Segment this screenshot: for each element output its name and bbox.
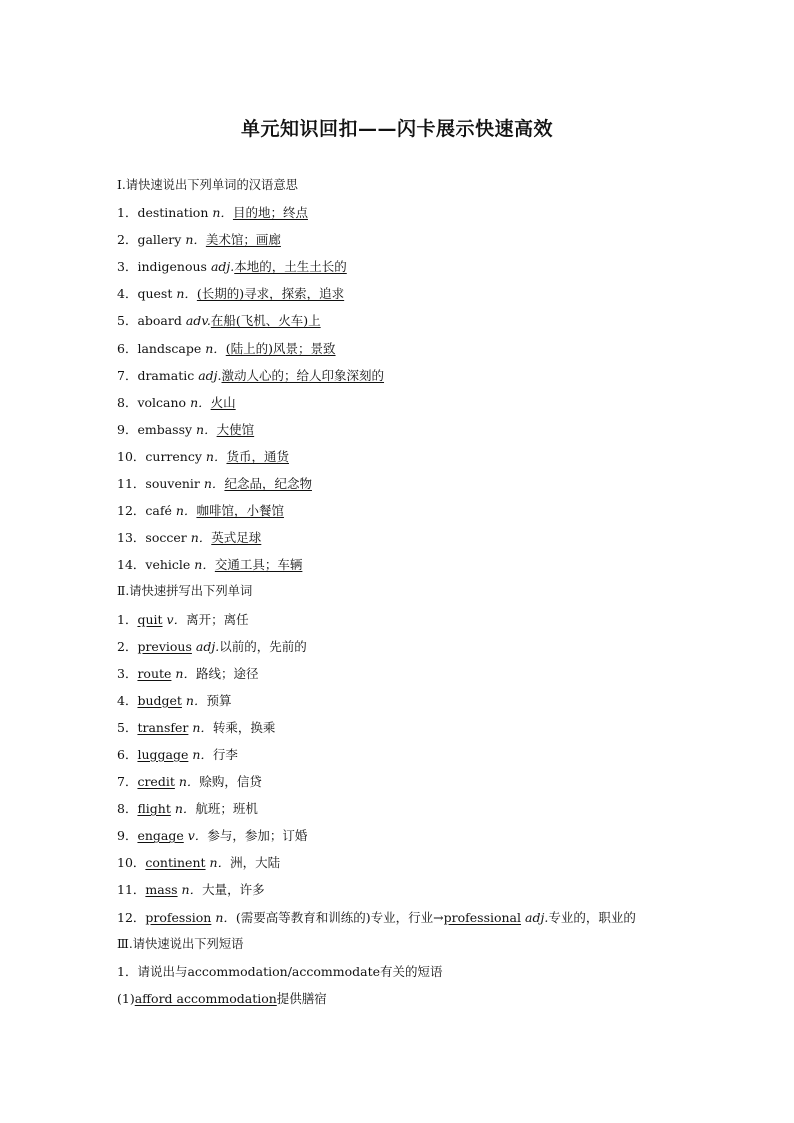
spelling-item	[117, 687, 757, 714]
item-meaning: 赊购，信贷	[199, 774, 262, 790]
item-word: flight	[137, 801, 171, 817]
item-pos: n．	[176, 286, 197, 302]
item-pos: adj.	[195, 638, 220, 654]
item-meaning: 英式足球	[211, 530, 262, 546]
item-meaning: (长期的)寻求，探索，追求	[196, 286, 345, 302]
item-pos: n．	[175, 503, 197, 519]
item-word: destination	[137, 205, 209, 221]
item-meaning: 交通工具；车辆	[214, 557, 303, 573]
item-pos: n．	[190, 530, 212, 546]
item-number: 12．	[117, 909, 146, 925]
item-word: vehicle	[145, 557, 191, 573]
vocab-item	[117, 551, 757, 578]
item-pos: n．	[209, 855, 231, 871]
item-number: 1．	[117, 611, 138, 627]
item-meaning: 行李	[212, 746, 238, 762]
item-word: souvenir	[145, 476, 200, 492]
item-number: 5．	[117, 719, 138, 735]
spelling-item	[117, 904, 757, 931]
section-2-heading: Ⅱ.请快速拼写出下列单词	[117, 584, 253, 599]
item-word: luggage	[137, 746, 189, 762]
item-meaning: 美术馆；画廊	[205, 232, 281, 248]
vocab-item	[117, 389, 757, 416]
item-derived-pos: adj.	[525, 909, 549, 925]
spelling-item	[117, 876, 757, 903]
item-pos: adv.	[185, 313, 211, 329]
item-word: gallery	[137, 232, 182, 248]
item-word: continent	[145, 855, 206, 871]
vocab-item	[117, 443, 757, 470]
item-pos: n．	[185, 232, 206, 248]
vocab-item	[117, 362, 757, 389]
spelling-item	[117, 660, 757, 687]
item-pos: n．	[205, 340, 226, 356]
item-word: volcano	[137, 394, 187, 410]
item-word: profession	[145, 909, 212, 925]
item-word: credit	[137, 774, 175, 790]
spelling-item	[117, 606, 757, 633]
vocab-item	[117, 497, 757, 524]
item-word: soccer	[145, 530, 187, 546]
item-pos: n．	[181, 882, 203, 898]
vocab-item	[117, 307, 757, 334]
item-pos: n．	[194, 557, 215, 573]
item-pos: n．	[178, 774, 200, 790]
item-word: route	[137, 665, 172, 681]
item-number: 9．	[117, 828, 138, 844]
item-pos: n．	[192, 746, 213, 762]
item-word: budget	[137, 692, 182, 708]
item-word: landscape	[137, 340, 202, 356]
vocab-item	[117, 199, 757, 226]
section-1-list	[117, 199, 757, 578]
item-pos: n．	[192, 719, 213, 735]
item-meaning: 咖啡馆，小餐馆	[196, 503, 284, 519]
item-word: currency	[145, 448, 202, 464]
section-1-heading: Ⅰ.请快速说出下列单词的汉语意思	[117, 178, 298, 192]
item-derived-meaning: 专业的，职业的	[548, 909, 636, 925]
vocab-item	[117, 335, 757, 362]
item-word: transfer	[137, 719, 189, 735]
spelling-item	[117, 741, 757, 768]
item-meaning: 货币，通货	[226, 448, 289, 464]
item-meaning: 转乘，换乘	[212, 719, 276, 735]
item-pos: v．	[187, 828, 208, 844]
item-meaning: 目的地；终点	[232, 205, 308, 221]
item-number: 11．	[117, 882, 146, 898]
spelling-item	[117, 795, 757, 822]
item-word: café	[145, 503, 172, 519]
vocab-item	[117, 470, 757, 497]
item-meaning: 在船(飞机、火车)上	[210, 313, 321, 329]
document-body	[117, 172, 757, 1012]
item-number: 11．	[117, 476, 146, 492]
vocab-item	[117, 416, 757, 443]
item-meaning: 纪念品，纪念物	[224, 476, 312, 492]
item-number: 10．	[117, 448, 146, 464]
item-number: 6．	[117, 746, 138, 762]
item-number: 8．	[117, 801, 138, 817]
item-meaning: 洲，大陆	[230, 855, 281, 871]
item-number: 5．	[117, 313, 138, 329]
item-pos: n．	[190, 394, 211, 410]
item-number: 4．	[117, 692, 138, 708]
item-number: 7．	[117, 774, 138, 790]
item-word: quit	[137, 611, 163, 627]
item-number: 14．	[117, 557, 146, 573]
item-number: 2．	[117, 638, 138, 654]
item-meaning: (陆上的)风景；景致	[225, 340, 336, 356]
spelling-item	[117, 633, 757, 660]
item-meaning: (需要高等教育和训练的)专业，行业→	[235, 909, 444, 925]
item-number: 1．	[117, 205, 138, 221]
item-meaning: 航班；班机	[195, 801, 258, 817]
item-number: 13．	[117, 530, 146, 546]
item-word: embassy	[137, 421, 193, 437]
item-pos: adj.	[210, 259, 235, 275]
phrase-text: afford accommodation	[134, 990, 277, 1006]
vocab-item	[117, 253, 757, 280]
spelling-item	[117, 849, 757, 876]
section-3-heading: Ⅲ.请快速说出下列短语	[117, 936, 244, 951]
item-pos: n．	[185, 692, 207, 708]
item-number: 8．	[117, 394, 138, 410]
item-number: 3．	[117, 259, 138, 275]
item-pos: v．	[166, 611, 187, 627]
item-meaning: 参与，参加；订婚	[207, 828, 308, 844]
spelling-item	[117, 714, 757, 741]
item-number: 10．	[117, 855, 146, 871]
vocab-item	[117, 226, 757, 253]
item-number: 3．	[117, 665, 138, 681]
item-meaning: 预算	[206, 692, 232, 708]
item-meaning: 火山	[210, 394, 236, 410]
item-meaning: 以前的，先前的	[219, 638, 307, 654]
item-word: aboard	[137, 313, 182, 329]
item-word: mass	[145, 882, 178, 898]
item-pos: n．	[196, 421, 217, 437]
phrase-number: (1)	[117, 990, 135, 1006]
item-meaning: 大量，许多	[202, 882, 265, 898]
item-word: engage	[137, 828, 184, 844]
vocab-item	[117, 280, 757, 307]
item-pos: n．	[174, 801, 196, 817]
vocab-item	[117, 524, 757, 551]
item-meaning: 大使馆	[216, 421, 255, 437]
item-pos: n．	[212, 205, 233, 221]
section-3-subheading: 1．请说出与accommodation/accommodate有关的短语	[117, 963, 443, 979]
item-pos: n．	[203, 476, 225, 492]
item-word: indigenous	[137, 259, 207, 275]
item-number: 4．	[117, 286, 138, 302]
spelling-item	[117, 822, 757, 849]
item-meaning: 路线；途径	[195, 665, 259, 681]
item-pos: adj.	[198, 367, 222, 383]
item-number: 2．	[117, 232, 138, 248]
phrase-item	[117, 985, 757, 1012]
phrase-meaning: 提供膳宿	[276, 990, 327, 1006]
item-meaning: 激动人心的；给人印象深刻的	[221, 367, 385, 383]
item-pos: n．	[205, 448, 227, 464]
spelling-item	[117, 768, 757, 795]
page-title: 单元知识回扣——闪卡展示快速高效	[240, 118, 553, 140]
item-meaning: 本地的，土生土长的	[234, 259, 347, 275]
item-number: 12．	[117, 503, 146, 519]
item-pos: n．	[175, 665, 196, 681]
item-meaning: 离开；离任	[186, 611, 249, 627]
item-number: 9．	[117, 421, 138, 437]
item-pos: n．	[215, 909, 236, 925]
item-number: 6．	[117, 340, 138, 356]
section-2-list	[117, 606, 757, 931]
item-word: previous	[137, 638, 192, 654]
item-number: 7．	[117, 367, 138, 383]
item-word: quest	[137, 286, 173, 302]
item-derived-word: professional	[443, 909, 522, 925]
item-word: dramatic	[137, 367, 195, 383]
